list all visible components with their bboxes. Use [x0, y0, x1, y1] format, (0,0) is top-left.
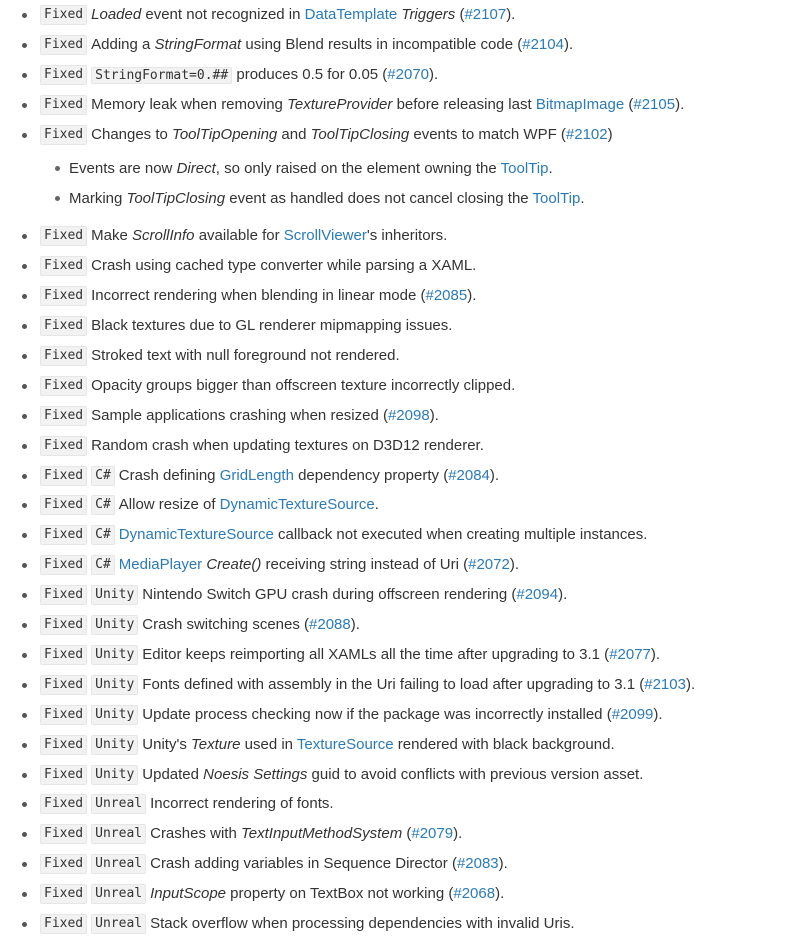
text-segment: used in	[240, 735, 297, 753]
inline-link[interactable]: #2083	[456, 855, 499, 873]
list-item	[0, 520, 807, 550]
text-segment: ).	[489, 466, 500, 484]
status-badge: Fixed	[40, 95, 87, 115]
list-item	[0, 879, 807, 909]
text-segment: Allow resize of	[118, 496, 220, 514]
text-segment: Memory leak when removing	[91, 95, 288, 113]
text-segment: Random crash when updating textures on D3D12 renderer.	[91, 436, 484, 454]
text-segment: Adding a	[91, 35, 155, 53]
text-segment: receiving string instead of Uri (	[261, 556, 469, 574]
inline-link[interactable]: #2102	[565, 125, 608, 143]
platform-badge: Unreal	[91, 854, 146, 874]
platform-badge: C#	[91, 495, 115, 515]
platform-badge: Unity	[91, 765, 138, 785]
status-badge: Fixed	[40, 824, 87, 844]
italic-term: Triggers	[401, 6, 456, 23]
status-badge: Fixed	[40, 406, 87, 426]
text-segment: ).	[467, 287, 477, 305]
text-segment: (	[455, 6, 465, 23]
platform-badge: C#	[91, 525, 115, 545]
text-segment: and	[277, 125, 311, 143]
text-segment: ).	[563, 35, 574, 53]
text-segment: guid to avoid conflicts with previous version asset.	[307, 765, 644, 783]
platform-badge: Unity	[91, 585, 138, 605]
inline-link[interactable]: GridLength	[219, 466, 294, 484]
list-item	[0, 341, 807, 371]
platform-badge: C#	[91, 555, 115, 575]
platform-badge: Unity	[91, 615, 138, 635]
inline-link[interactable]: DynamicTextureSource	[219, 496, 375, 514]
text-segment: callback not executed when creating multiple instances.	[273, 526, 648, 544]
status-badge: Fixed	[40, 125, 87, 145]
inline-link[interactable]: BitmapImage	[535, 95, 625, 113]
text-segment: Crash switching scenes (	[142, 616, 310, 634]
text-segment: Sample applications crashing when resized (	[91, 406, 388, 424]
list-item	[0, 371, 807, 401]
text-segment: (	[624, 95, 634, 113]
italic-term: ToolTipOpening	[172, 125, 278, 143]
inline-link[interactable]: #2077	[609, 645, 651, 663]
inline-link[interactable]: ToolTip	[532, 189, 581, 207]
text-segment: Fonts defined with assembly in the Uri failing to load after upgrading to 3.1 (	[142, 675, 645, 693]
text-segment: Make	[91, 227, 132, 245]
text-segment: Changes to	[91, 125, 173, 143]
inline-link[interactable]: DynamicTextureSource	[118, 526, 274, 544]
text-segment: Marking	[69, 189, 127, 207]
inline-link[interactable]: #2088	[309, 616, 351, 634]
inline-link[interactable]: TextureSource	[296, 735, 394, 753]
list-item	[0, 221, 807, 251]
text-segment: ).	[495, 885, 505, 903]
inline-code: StringFormat=0.##	[91, 67, 232, 84]
status-badge: Fixed	[40, 585, 87, 605]
inline-link[interactable]: #2103	[644, 675, 686, 693]
inline-link[interactable]: #2099	[611, 705, 654, 723]
italic-term: Loaded	[91, 6, 142, 23]
status-badge: Fixed	[40, 794, 87, 814]
list-item	[0, 120, 807, 214]
platform-badge: Unity	[91, 645, 138, 665]
italic-term: Create()	[206, 556, 262, 574]
platform-badge: Unreal	[91, 794, 146, 814]
platform-badge: C#	[91, 466, 115, 486]
status-badge: Fixed	[40, 615, 87, 635]
text-segment: Incorrect rendering of fonts.	[150, 795, 334, 813]
platform-badge: Unity	[91, 735, 138, 755]
status-badge: Fixed	[40, 436, 87, 456]
list-item	[0, 909, 807, 939]
text-segment: )	[607, 125, 613, 143]
platform-badge: Unreal	[91, 914, 146, 934]
inline-link[interactable]: #2079	[411, 825, 454, 843]
text-segment: Black textures due to GL renderer mipmapping issues.	[91, 317, 453, 335]
status-badge: Fixed	[40, 376, 87, 396]
status-badge: Fixed	[40, 914, 87, 934]
sub-list-item	[40, 154, 807, 184]
text-segment: ).	[453, 825, 463, 843]
text-segment: Events are now	[69, 160, 177, 178]
inline-link[interactable]: #2084	[448, 466, 490, 484]
inline-link[interactable]: #2094	[516, 586, 559, 604]
status-badge: Fixed	[40, 854, 87, 874]
inline-link[interactable]: #2072	[468, 556, 510, 574]
list-item	[0, 670, 807, 700]
italic-term: ToolTipClosing	[126, 189, 226, 207]
status-badge: Fixed	[40, 316, 87, 336]
text-segment: ).	[350, 616, 360, 634]
status-badge: Fixed	[40, 286, 87, 306]
text-segment: Crash defining	[118, 466, 220, 484]
inline-link[interactable]: #2104	[522, 35, 564, 53]
text-segment: Editor keeps reimporting all XAMLs all the time after upgrading to 3.1 (	[142, 645, 610, 663]
text-segment: Updated	[142, 765, 204, 783]
inline-link[interactable]: #2105	[633, 95, 676, 113]
status-badge: Fixed	[40, 884, 87, 904]
status-badge: Fixed	[40, 765, 87, 785]
text-segment: Stack overflow when processing dependencies with invalid Uris.	[150, 914, 575, 932]
list-item	[0, 550, 807, 580]
inline-link[interactable]: #2098	[387, 406, 430, 424]
text-segment: ).	[429, 406, 439, 424]
status-badge: Fixed	[40, 675, 87, 695]
list-item	[0, 789, 807, 819]
text-segment: Opacity groups bigger than offscreen texture incorrectly clipped.	[91, 376, 516, 394]
list-item	[0, 640, 807, 670]
text-segment: available for	[194, 227, 284, 245]
list-item	[0, 760, 807, 790]
text-segment: 's inheritors.	[366, 227, 448, 245]
text-segment: property on TextBox not working (	[226, 885, 454, 903]
list-item	[0, 461, 807, 491]
text-segment: ).	[675, 95, 685, 113]
text-segment: Crashes with	[150, 825, 241, 843]
inline-link[interactable]: ScrollViewer	[283, 227, 367, 245]
italic-term: Noesis Settings	[203, 765, 308, 783]
inline-link[interactable]: #2068	[453, 885, 496, 903]
list-item	[0, 819, 807, 849]
status-badge: Fixed	[40, 555, 87, 575]
text-segment: dependency property (	[293, 466, 449, 484]
status-badge: Fixed	[40, 65, 87, 85]
text-segment: rendered with black background.	[393, 735, 615, 753]
text-segment: Unity's	[142, 735, 191, 753]
status-badge: Fixed	[40, 5, 87, 25]
list-item	[0, 849, 807, 879]
italic-term: InputScope	[150, 885, 227, 903]
list-item	[0, 311, 807, 341]
status-badge: Fixed	[40, 705, 87, 725]
text-segment: ).	[506, 6, 516, 23]
list-item	[0, 281, 807, 311]
text-segment: before releasing last	[392, 95, 536, 113]
platform-badge: Unreal	[91, 884, 146, 904]
text-segment: Nintendo Switch GPU crash during offscreen rendering (	[142, 586, 517, 604]
list-item	[0, 580, 807, 610]
sub-list	[40, 154, 807, 213]
text-segment: Update process checking now if the package was incorrectly installed (	[142, 705, 612, 723]
italic-term: StringFormat	[154, 35, 242, 53]
list-item	[0, 90, 807, 120]
inline-link[interactable]: #2085	[425, 287, 468, 305]
status-badge: Fixed	[40, 735, 87, 755]
inline-link[interactable]: DataTemplate	[304, 6, 398, 23]
italic-term: ScrollInfo	[132, 227, 195, 245]
text-segment: Crash adding variables in Sequence Director (	[150, 855, 457, 873]
text-segment: ).	[653, 705, 663, 723]
status-badge: Fixed	[40, 525, 87, 545]
list-item	[0, 0, 807, 30]
italic-term: Texture	[191, 735, 241, 753]
inline-link[interactable]: ToolTip	[500, 160, 549, 178]
text-segment: , so only raised on the element owning the	[215, 160, 501, 178]
list-item	[0, 490, 807, 520]
italic-term: Direct	[176, 160, 216, 178]
inline-link[interactable]: #2070	[387, 65, 430, 83]
text-segment: ).	[558, 586, 568, 604]
text-segment: (	[402, 825, 412, 843]
inline-link[interactable]: #2107	[464, 6, 507, 23]
status-badge: Fixed	[40, 495, 87, 515]
text-segment: ).	[429, 65, 439, 83]
status-badge: Fixed	[40, 256, 87, 276]
text-segment: ).	[509, 556, 519, 574]
status-badge: Fixed	[40, 226, 87, 246]
list-item	[0, 610, 807, 640]
text-segment: event not recognized in	[141, 6, 305, 23]
italic-term: ToolTipClosing	[310, 125, 410, 143]
list-item	[0, 401, 807, 431]
text-segment: using Blend results in incompatible code (	[241, 35, 523, 53]
text-segment: event as handled does not cancel closing the	[225, 189, 533, 207]
text-segment: .	[580, 189, 585, 207]
text-segment: ).	[498, 855, 508, 873]
text-segment: produces 0.5 for 0.05 (	[232, 65, 388, 83]
text-segment: ).	[650, 645, 661, 663]
text-segment: .	[548, 160, 553, 178]
status-badge: Fixed	[40, 346, 87, 366]
list-item	[0, 30, 807, 60]
list-item	[0, 730, 807, 760]
text-segment: Crash using cached type converter while parsing a XAML.	[91, 257, 477, 275]
sub-list-item	[40, 184, 807, 214]
platform-badge: Unity	[91, 705, 138, 725]
italic-term: TextInputMethodSystem	[240, 825, 403, 843]
list-item	[0, 700, 807, 730]
status-badge: Fixed	[40, 466, 87, 486]
text-segment: ).	[685, 675, 696, 693]
status-badge: Fixed	[40, 35, 87, 55]
platform-badge: Unreal	[91, 824, 146, 844]
inline-link[interactable]: MediaPlayer	[118, 556, 203, 574]
text-segment: events to match WPF (	[409, 125, 566, 143]
list-item	[0, 60, 807, 90]
italic-term: TextureProvider	[287, 95, 393, 113]
text-segment: Incorrect rendering when blending in linear mode (	[91, 287, 426, 305]
status-badge: Fixed	[40, 645, 87, 665]
list-item	[0, 431, 807, 461]
list-item	[0, 251, 807, 281]
text-segment: Stroked text with null foreground not rendered.	[91, 347, 400, 365]
platform-badge: Unity	[91, 675, 138, 695]
text-segment: .	[374, 496, 379, 514]
